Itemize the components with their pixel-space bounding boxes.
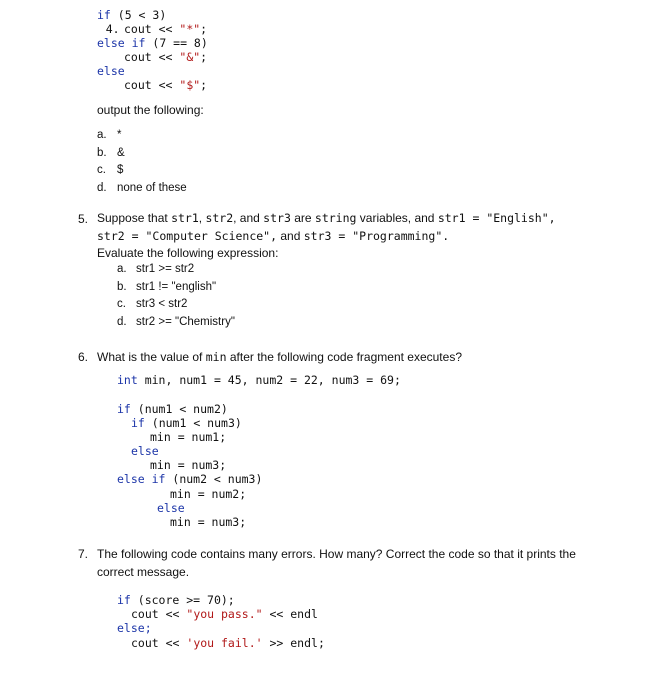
code-text: (num1 < num3) — [144, 416, 242, 430]
q6-question — [97, 350, 462, 364]
code-keyword: else; — [117, 621, 152, 635]
q6-code-line-7 — [170, 487, 246, 501]
code-string: "*" — [179, 22, 201, 36]
q5-line-2 — [97, 229, 449, 243]
code-text: cout << — [124, 22, 180, 36]
q4-option-c-text: $ — [117, 164, 124, 176]
code-text: ; — [200, 22, 208, 36]
code-text: ; — [200, 78, 208, 92]
code-text: (5 < 3) — [110, 8, 167, 22]
code-keyword: else — [157, 501, 185, 515]
string-literal: "English", — [486, 211, 556, 225]
option-letter: c. — [97, 164, 106, 176]
code-text: cout << — [131, 607, 187, 621]
code-text: << endl — [262, 607, 318, 621]
q4-code-line-3 — [97, 36, 208, 50]
q6-code-line-9 — [170, 515, 246, 529]
q7-code-line-4 — [131, 636, 325, 650]
q4-option-c — [97, 164, 106, 176]
q5-number: 5. — [78, 212, 89, 226]
q4-prompt: output the following: — [97, 103, 204, 117]
q7-code-line-3 — [117, 621, 152, 635]
q7-text-line-1: The following code contains many errors. How many? Correct the code so that it prints the — [97, 547, 576, 561]
q4-code-line-6 — [124, 78, 207, 92]
q5-option-a-letter: a. — [117, 263, 127, 275]
code-text: min = num3; — [170, 515, 247, 529]
code-text: min = num3; — [150, 458, 227, 472]
q5-evaluate-prompt: Evaluate the following expression: — [97, 246, 279, 260]
operator: = — [124, 229, 146, 243]
q5-option-c-text: str3 < str2 — [136, 298, 188, 310]
code-text: cout << — [131, 636, 187, 650]
q4-option-d-text: none of these — [117, 182, 187, 194]
type-name: string — [314, 211, 357, 225]
q7-code-line-2 — [131, 607, 318, 621]
code-text: min, num1 = 45, num2 = 22, num3 = 69; — [137, 373, 401, 387]
q6-code-line-8 — [157, 501, 185, 515]
option-letter: d. — [97, 182, 107, 194]
q4-option-a — [97, 129, 107, 141]
q6-number: 6. — [78, 350, 89, 364]
string-literal: "Computer Science", — [145, 229, 278, 243]
q4-code-line-4 — [124, 50, 207, 64]
text: after the following code fragment executes? — [226, 350, 462, 364]
text: , — [198, 211, 206, 225]
code-keyword: else — [131, 444, 159, 458]
code-keyword: else if — [97, 36, 146, 50]
var-name: str1 — [437, 211, 466, 225]
q5-option-d-text: str2 >= "Chemistry" — [136, 316, 235, 328]
code-keyword: if — [117, 402, 131, 416]
code-text: >> endl; — [262, 636, 325, 650]
code-text: min = num2; — [170, 487, 247, 501]
q4-option-b — [97, 147, 107, 159]
q4-code-line-2 — [124, 22, 207, 36]
code-text: (score >= 70); — [130, 593, 235, 607]
code-string: 'you fail.' — [186, 636, 263, 650]
q4-number-label: 4. — [105, 22, 120, 36]
operator: = — [465, 211, 487, 225]
text: and — [277, 229, 304, 243]
code-keyword: if — [97, 8, 111, 22]
code-text: (7 == 8) — [145, 36, 208, 50]
q5-line-1 — [97, 211, 556, 225]
q5-option-b-letter: b. — [117, 281, 127, 293]
code-text: (num1 < num2) — [130, 402, 228, 416]
q6-code-line-6 — [117, 472, 262, 486]
var-name: str3 — [263, 211, 291, 225]
code-string: "$" — [179, 78, 201, 92]
q4-code-line-5 — [97, 64, 125, 78]
var-name: str2 — [97, 229, 125, 243]
q6-code-line-1 — [117, 402, 228, 416]
code-string: "you pass." — [186, 607, 263, 621]
code-keyword: if — [131, 416, 145, 430]
text: variables, and — [356, 211, 438, 225]
code-text: ; — [200, 50, 208, 64]
text: are — [290, 211, 315, 225]
string-literal: "Programming". — [352, 229, 450, 243]
text: What is the value of — [97, 350, 206, 364]
var-name: str3 — [303, 229, 332, 243]
code-keyword: else — [97, 64, 125, 78]
option-letter: a. — [97, 129, 107, 141]
var-name: str2 — [205, 211, 234, 225]
operator: = — [331, 229, 353, 243]
q4-code-line-1 — [97, 8, 166, 22]
code-text: min = num1; — [150, 430, 227, 444]
q5-option-b-text: str1 != "english" — [136, 281, 217, 293]
var-name: str1 — [171, 211, 199, 225]
q4-option-d — [97, 182, 107, 194]
q6-code-line-3 — [150, 430, 226, 444]
code-keyword: else if — [117, 472, 166, 486]
q6-code-line-5 — [150, 458, 226, 472]
code-string: "&" — [179, 50, 201, 64]
q6-declaration — [117, 373, 401, 387]
q7-code-line-1 — [117, 593, 235, 607]
q4-option-b-text: & — [117, 147, 125, 159]
q5-option-a-text: str1 >= str2 — [136, 263, 195, 275]
code-keyword: int — [117, 373, 138, 387]
q7-number: 7. — [78, 547, 89, 561]
q6-code-line-4 — [131, 444, 159, 458]
code-text: cout << — [124, 50, 180, 64]
option-letter: b. — [97, 147, 107, 159]
text: , and — [233, 211, 264, 225]
q7-text-line-2: correct message. — [97, 565, 190, 579]
q5-option-c-letter: c. — [117, 298, 126, 310]
var-name: min — [205, 350, 227, 364]
q4-option-a-text: * — [117, 129, 122, 141]
text: Suppose that — [97, 211, 172, 225]
code-keyword: if — [117, 593, 131, 607]
code-text: (num2 < num3) — [165, 472, 263, 486]
q5-option-d-letter: d. — [117, 316, 127, 328]
code-text: cout << — [124, 78, 180, 92]
q6-code-line-2 — [131, 416, 242, 430]
